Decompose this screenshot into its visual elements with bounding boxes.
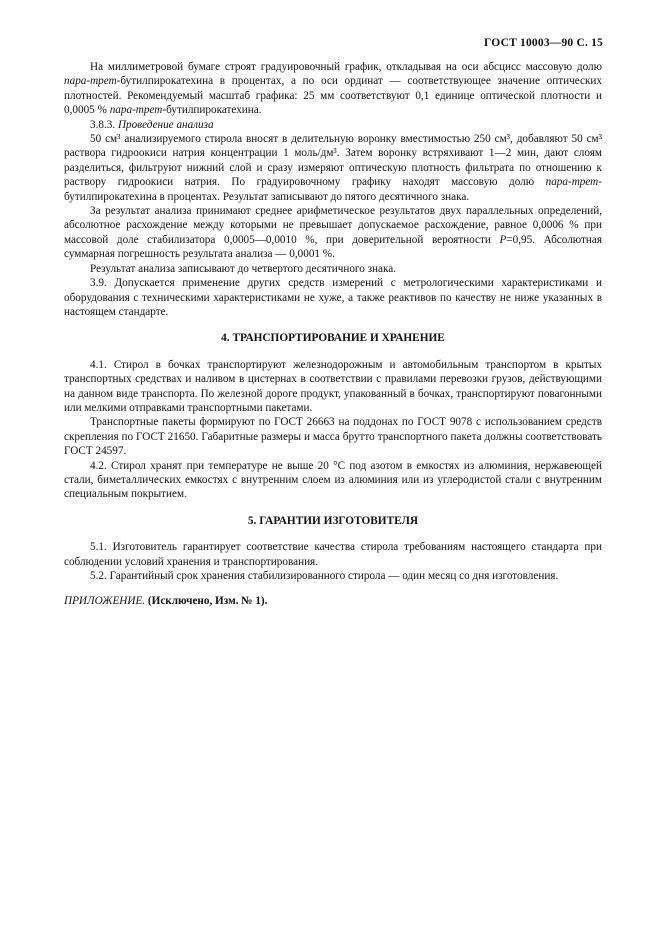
clause-3-8-3-heading: 3.8.3. Проведение анализа — [90, 118, 214, 131]
clause-3-9: 3.9. Допускается применение других средств измерений с метрологическими характеристиками и оборудования с техническими характеристиками не хуже, а также реактивов по качеству не ниже указанных в настоящем стандарте. — [64, 277, 602, 318]
paragraph-result-definition: За результат анализа принимают среднее арифметическое результатов двух параллельных определений, абсолютное расхождение между которыми не превышает допускаемое расхождение, равное 0,0006 % при массовой доле стабилизатора 0,0005—0,0010 %, при доверительной вероятности P=0,95. Абсолютная суммарная погрешность результата анализа — 0,0001 %. — [64, 205, 602, 261]
paragraph-result-recording: Результат анализа записывают до четвертого десятичного знака. — [90, 262, 397, 275]
paragraph-analysis-procedure: 50 см³ анализируемого стирола вносят в делительную воронку вместимостью 250 см³, добавляют 50 см³ раствора гидроокиси натрия концентрации 1 моль/дм³. Затем воронку встряхивают 1—2 мин, дают слоям разделиться, фильтруют нижний слой и сразу измеряют оптическую плотность фильтрата по отношению к раствору гидроокиси натрия. По градуировочному графику находят массовую долю пара-трет-бутилпирокатехина в процентах. Результат записывают до пятого десятичного знака. — [64, 133, 602, 203]
appendix-note: ПРИЛОЖЕНИЕ. (Исключено, Изм. № 1). — [64, 595, 268, 608]
paragraph-transport-packages: Транспортные пакеты формируют по ГОСТ 26663 на поддонах по ГОСТ 9078 с использованием средств скрепления по ГОСТ 21650. Габаритные размеры и масса брутто транспортного пакета должны соответствовать ГОСТ 24597. — [64, 416, 602, 458]
clause-4-2: 4.2. Стирол хранят при температуре не выше 20 °С под азотом в емкостях из алюминия, нержавеющей стали, биметаллических емкостях с внутренним слоем из алюминия или из углеродистой стали с внутренним специальным покрытием. — [64, 459, 602, 501]
clause-4-1: 4.1. Стирол в бочках транспортируют железнодорожным и автомобильным транспортом в крытых транспортных средствах и наливом в цистернах в соответствии с правилами перевозки грузов, действующими на данном виде транспорта. По железной дороге продукт, упакованный в бочках, транспортируют повагонными или мелкими отправками транспортными пакетами. — [64, 358, 602, 414]
section-5-title: 5. ГАРАНТИИ ИЗГОТОВИТЕЛЯ — [247, 514, 419, 527]
page-header: ГОСТ 10003—90 С. 15 — [484, 37, 603, 49]
paragraph-calibration-graph: На миллиметровой бумаге строят градуировочный график, откладывая на оси абсцисс массовую долю пара-трет-бутилпирокатехина в процентах, а по оси ординат — соответствующее значение оптических плотностей. Рекомендуемый масштаб графика: 25 мм соответствуют 0,1 единице оптической плотности и 0,0005 % пара-трет-бутилпирокатехина. — [64, 61, 602, 117]
clause-5-1: 5.1. Изготовитель гарантирует соответствие качества стирола требованиям настоящего стандарта при соблюдении условий хранения и транспортирования. — [64, 541, 602, 568]
clause-5-2: 5.2. Гарантийный срок хранения стабилизированного стирола — один месяц со дня изготовления. — [90, 570, 559, 582]
section-4-title: 4. ТРАНСПОРТИРОВАНИЕ И ХРАНЕНИЕ — [221, 332, 445, 345]
document-body — [64, 60, 602, 609]
